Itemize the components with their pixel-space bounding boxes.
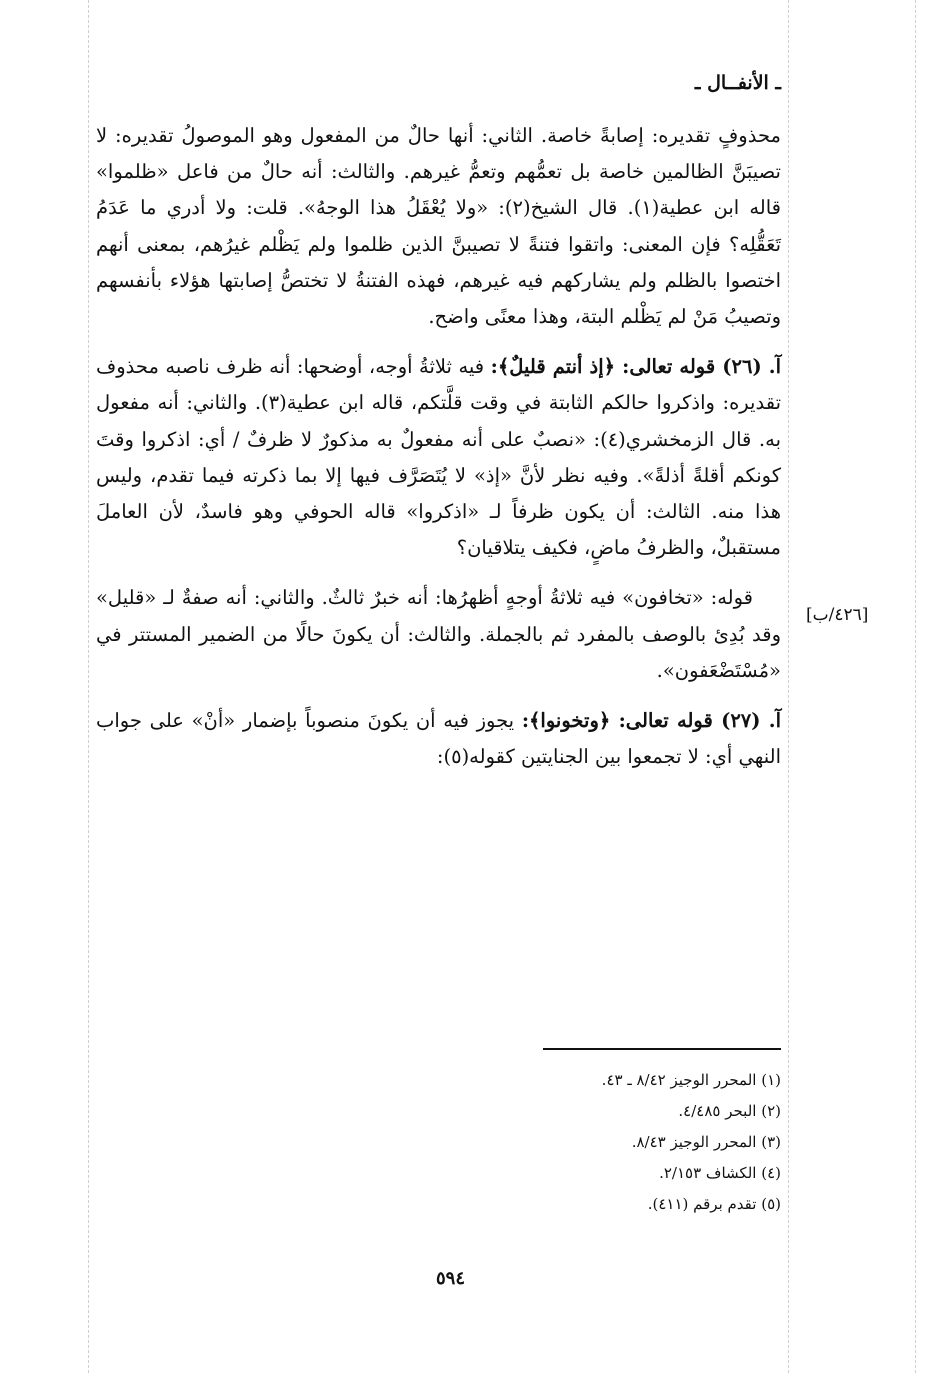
- footnotes: [602, 1065, 781, 1220]
- paragraph-tukhafun: قوله: «تخافون» فيه ثلاثةُ أوجهٍ أظهرُها: أنه خبرٌ ثالثٌ. والثاني: أنه صفةٌ لـ «قليل» وقد بُدِئ بالوصف بالمفرد ثم بالجملة. والثالث: أن يكونَ حالًا من الضمير المستتر في «مُسْتَضْعَفون».: [96, 586, 781, 682]
- verse-27-heading: آ. (٢٧) قوله تعالى: ﴿وتخونوا﴾:: [521, 709, 781, 733]
- page-number: ٥٩٤: [435, 1268, 465, 1289]
- margin-guide-left: [88, 0, 89, 1373]
- footnote-4: (٤) الكشاف ٢/١٥٣.: [659, 1164, 781, 1182]
- verse-26-text: فيه ثلاثةُ أوجه، أوضحها: أنه ظرف ناصبه محذوف تقديره: واذكروا حالكم الثابتة في وقت قلَّتكم، قاله ابن عطية(٣). والثاني: أنه مفعول به. قال الزمخشري(٤): «نصبٌ على أنه مفعولٌ به مذكورٌ لا ظرفٌ / أي: اذكروا وقتَ كونكم أقلةً أذلةً». وفيه نظر لأنَّ «إذ» لا يُتَصَرَّف فيها إلا بما ذكرته فيما تقدم، وليس هذا منه. الثالث: أن يكون ظرفاً لـ «اذكروا» قاله الحوفي وهو فاسدٌ، لأن العاملَ مستقبلٌ، والظرفُ ماضٍ، فكيف يتلاقيان؟: [96, 355, 782, 560]
- page: [96, 0, 781, 1373]
- paragraph-1: محذوفٍ تقديره: إصابةً خاصة. الثاني: أنها حالٌ من المفعول وهو الموصولُ تقديره: لا تصيبَنَّ الظالمين خاصة بل تعمُّهم وتعمُّ غيرهم. والثالث: أنه حالٌ من فاعل «ظلموا» قاله ابن عطية(١). قال الشيخ(٢): «ولا يُعْقَلُ هذا الوجهُ». قلت: ولا أدري ما عَدَمُ تَعَقُّلِه؟ فإن المعنى: واتقوا فتنةً لا تصيبنَّ الذين ظلموا ولم يَظْلم غيرُهم، بمعنى أنهم اختصوا بالظلم ولم يشاركهم فيه غيرهم، فهذه الفتنةُ لا تختصُّ إصابتها هؤلاء بأنفسهم وتصيبُ مَنْ لم يَظْلم البتة، وهذا معنًى واضح.: [96, 124, 781, 329]
- footnote-3: (٣) المحرر الوجيز ٨/٤٣.: [631, 1133, 781, 1151]
- footnote-5: (٥) تقدم برقم (٤١١).: [647, 1195, 781, 1213]
- verse-26-heading: آ. (٢٦) قوله تعالى: ﴿إذ أنتم قليلٌ﴾:: [490, 355, 781, 379]
- verse-27-paragraph: [96, 703, 781, 775]
- verse-26-paragraph: [96, 349, 781, 566]
- running-head: ـ الأنفــال ـ: [694, 72, 781, 94]
- footnote-rule: [543, 1048, 781, 1050]
- footnote-1: (١) المحرر الوجيز ٨/٤٢ ـ ٤٣.: [601, 1071, 781, 1089]
- margin-guide-right: [788, 0, 789, 1373]
- margin-guide-outer: [915, 0, 916, 1373]
- verse-27-text: يجوز فيه أن يكونَ منصوباً بإضمار «أنْ» على جواب النهي أي: لا تجمعوا بين الجنايتين كقوله(٥):: [96, 709, 781, 769]
- manuscript-folio-note: [٤٢٦/ب]: [806, 605, 869, 625]
- body-text: [96, 118, 781, 775]
- footnote-2: (٢) البحر ٤/٤٨٥.: [678, 1102, 781, 1120]
